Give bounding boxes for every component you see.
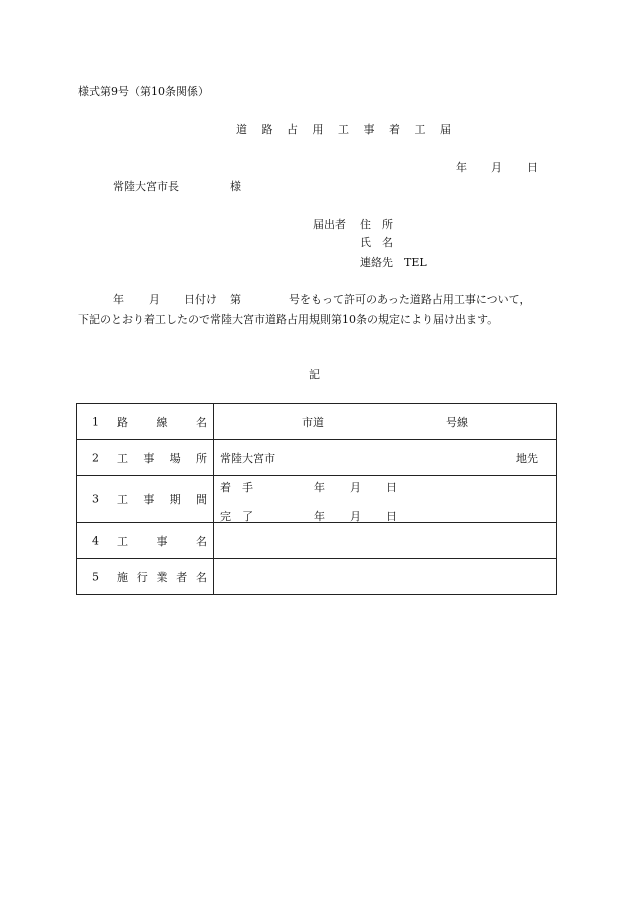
location-city-prefix: 常陸大宮市 <box>220 451 275 465</box>
addressee-honorific: 様 <box>230 180 241 193</box>
row-label: 工事期間 <box>117 493 207 506</box>
row-number: 2 <box>92 451 99 464</box>
applicant-address-label: 住 所 <box>360 218 393 231</box>
period-end-year: 年 <box>314 510 325 523</box>
route-number-suffix: 号線 <box>446 415 468 429</box>
period-start-label: 着 手 <box>220 481 253 494</box>
table-row-location <box>77 440 557 476</box>
ki-heading: 記 <box>309 368 320 381</box>
body-number-prefix: 第 <box>230 293 241 306</box>
location-suffix: 地先 <box>516 451 538 465</box>
contractor-value-cell[interactable] <box>214 559 557 595</box>
period-start-year: 年 <box>314 481 325 494</box>
applicant-label: 届出者 <box>313 218 346 231</box>
row-number: 3 <box>92 492 99 506</box>
form-number: 様式第9号（第10条関係） <box>78 85 209 98</box>
route-value-cell[interactable] <box>214 404 557 440</box>
row-label: 路線名 <box>117 415 207 429</box>
row-label: 工事名 <box>117 534 207 548</box>
row-label-cell <box>77 523 214 559</box>
row-number: 4 <box>92 534 99 547</box>
body-line1-rest: 号をもって許可のあった道路占用工事について， <box>289 293 531 306</box>
period-end-label: 完 了 <box>220 510 253 523</box>
table-row-contractor <box>77 559 557 595</box>
location-value-cell[interactable] <box>214 440 557 476</box>
row-label: 施行業者名 <box>117 570 207 584</box>
row-number: 5 <box>92 570 99 583</box>
row-label: 工事場所 <box>117 451 207 465</box>
work-name-value-cell[interactable] <box>214 523 557 559</box>
row-label-cell <box>77 476 214 523</box>
addressee-name: 常陸大宮市長 <box>113 180 179 193</box>
table-row-period <box>77 476 557 523</box>
date-month-label: 月 <box>491 161 502 174</box>
date-year-label: 年 <box>456 161 467 174</box>
body-line2: 下記のとおり着工したので常陸大宮市道路占用規則第10条の規定により届け出ます。 <box>78 313 499 326</box>
row-label-cell <box>77 440 214 476</box>
document-title: 道 路 占 用 工 事 着 工 届 <box>236 123 457 136</box>
row-label-cell <box>77 559 214 595</box>
period-start-month: 月 <box>350 481 361 494</box>
applicant-contact-label: 連絡先 TEL <box>360 256 427 269</box>
body-year: 年 <box>113 293 124 306</box>
applicant-name-label: 氏 名 <box>360 236 393 249</box>
route-city-road-label: 市道 <box>302 415 324 429</box>
table-row-route <box>77 404 557 440</box>
body-month: 月 <box>149 293 160 306</box>
detail-table <box>76 403 557 595</box>
body-dated: 日付け <box>184 293 217 306</box>
period-start-day: 日 <box>386 481 397 494</box>
date-day-label: 日 <box>527 161 538 174</box>
row-number: 1 <box>92 415 99 428</box>
period-end-month: 月 <box>350 510 361 523</box>
table-row-work-name <box>77 523 557 559</box>
period-value-cell[interactable] <box>214 476 557 523</box>
period-end-day: 日 <box>386 510 397 523</box>
row-label-cell <box>77 404 214 440</box>
